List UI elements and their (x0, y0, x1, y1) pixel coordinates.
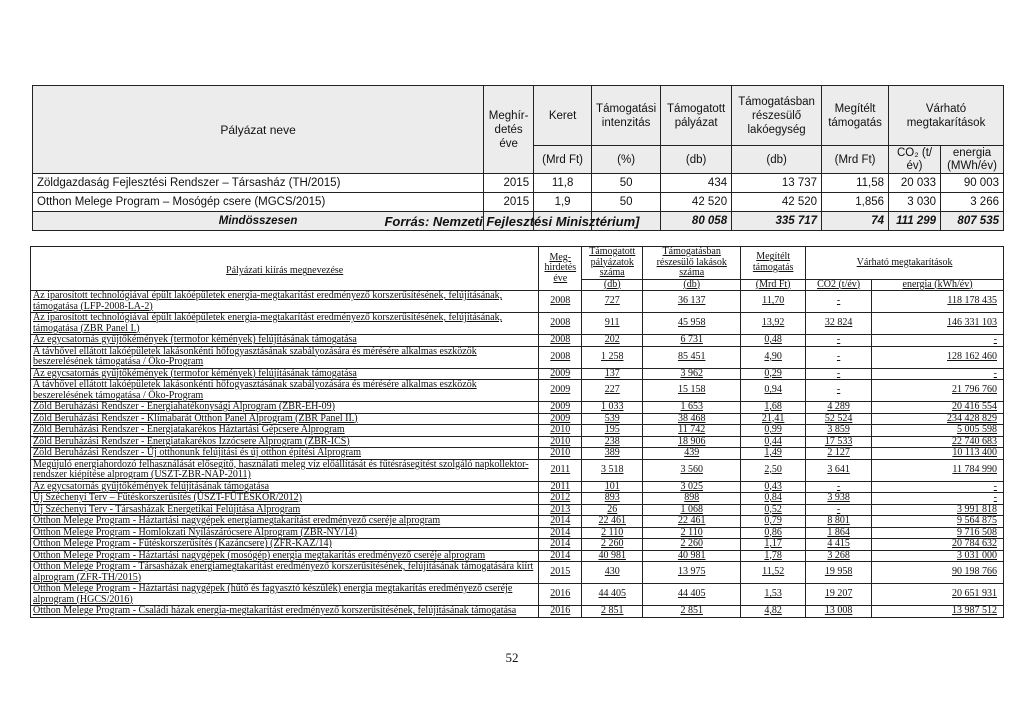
row-subsidy: 1,49 (741, 448, 806, 460)
row-supported: 195 (582, 425, 643, 437)
table-row (31, 550, 1004, 562)
summary-table (32, 85, 1004, 231)
row-name: Otthon Melege Program - Homlokzati Nyílászárócsere Alprogram (ZBR-NY/14) (31, 527, 539, 539)
unit-homes: (db) (643, 279, 741, 291)
row-homes: 3 962 (643, 368, 741, 380)
row-supported: 42 520 (661, 193, 732, 212)
table-row (31, 539, 1004, 551)
row-subsidy: 1,17 (741, 539, 806, 551)
row-subsidy: 11,70 (741, 291, 806, 313)
header-co2: CO2 (t/év) (806, 279, 872, 291)
row-year: 2011 (539, 481, 582, 493)
row-energy: 20 416 554 (872, 402, 1004, 414)
header-subsidy: Megítélt támogatás (741, 247, 806, 280)
row-year: 2008 (539, 313, 582, 335)
row-co2: 3 641 (806, 459, 872, 481)
row-subsidy: 4,90 (741, 346, 806, 368)
row-co2: - (806, 291, 872, 313)
row-energy: 3 266 (941, 193, 1004, 212)
header-homes: Támogatásban részesülő lakóegység (732, 86, 822, 146)
row-name: Zöld Beruházási Rendszer - Energiahatékonysági Alprogram (ZBR-EH-09) (31, 402, 539, 414)
unit-supported: (db) (582, 279, 643, 291)
row-subsidy: 0,86 (741, 527, 806, 539)
row-year: 2015 (484, 193, 534, 212)
row-co2: - (806, 368, 872, 380)
row-homes: 85 451 (643, 346, 741, 368)
row-subsidy: 0,29 (741, 368, 806, 380)
row-year: 2008 (539, 346, 582, 368)
table-row (31, 459, 1004, 481)
row-energy: 9 716 508 (872, 527, 1004, 539)
row-co2: 20 033 (889, 174, 941, 193)
row-co2: 8 801 (806, 516, 872, 528)
row-co2: 3 268 (806, 550, 872, 562)
row-subsidy: 4,82 (741, 606, 806, 618)
row-intensity: 50 (592, 174, 661, 193)
row-subsidy: 0,52 (741, 504, 806, 516)
header-year: Meghír-detés éve (484, 86, 534, 174)
row-homes: 439 (643, 448, 741, 460)
table-row (33, 174, 1004, 193)
table-row (31, 481, 1004, 493)
header-subsidy: Megítélt támogatás (822, 86, 889, 146)
row-energy: - (872, 335, 1004, 347)
row-co2: 19 958 (806, 562, 872, 584)
row-subsidy: 2,50 (741, 459, 806, 481)
row-energy: 5 005 598 (872, 425, 1004, 437)
table-row (31, 504, 1004, 516)
row-supported: 238 (582, 436, 643, 448)
row-supported: 202 (582, 335, 643, 347)
row-year: 2014 (539, 516, 582, 528)
table-row (31, 516, 1004, 528)
header-budget: Keret (534, 86, 592, 146)
row-co2: 4 415 (806, 539, 872, 551)
row-supported: 44 405 (582, 584, 643, 606)
row-energy: 90 198 766 (872, 562, 1004, 584)
row-year: 2009 (539, 413, 582, 425)
row-co2: 1 864 (806, 527, 872, 539)
row-homes: 15 158 (643, 380, 741, 402)
row-year: 2013 (539, 504, 582, 516)
row-year: 2009 (539, 368, 582, 380)
row-supported: 434 (661, 174, 732, 193)
row-homes: 898 (643, 493, 741, 505)
table-row (31, 291, 1004, 313)
row-name: Az iparosított technológiával épült lakóépületek energia-megtakarítást eredményező korszerűsítésének, felújításának, támogatása (ZBR Panel I.) (31, 313, 539, 335)
row-supported: 40 981 (582, 550, 643, 562)
row-supported: 2 110 (582, 527, 643, 539)
table-row (31, 606, 1004, 618)
row-homes: 18 906 (643, 436, 741, 448)
header-year: Meg-hirdetés éve (539, 247, 582, 291)
row-energy: 3 031 000 (872, 550, 1004, 562)
table-row (31, 562, 1004, 584)
row-co2: - (806, 380, 872, 402)
row-homes: 13 737 (732, 174, 822, 193)
table-row (31, 346, 1004, 368)
row-supported: 539 (582, 413, 643, 425)
row-name: Otthon Melege Program - Háztartási nagygépek (hűtő és fagyasztó készülék) energia megtakarítás eredményező cseréje alprogram (HGCS/2016) (31, 584, 539, 606)
row-homes: 11 742 (643, 425, 741, 437)
row-budget: 1,9 (534, 193, 592, 212)
unit-supported: (db) (661, 146, 732, 174)
row-energy: 146 331 103 (872, 313, 1004, 335)
row-supported: 727 (582, 291, 643, 313)
row-year: 2016 (539, 606, 582, 618)
row-year: 2016 (539, 584, 582, 606)
row-supported: 389 (582, 448, 643, 460)
row-supported: 1 033 (582, 402, 643, 414)
row-energy: 9 564 875 (872, 516, 1004, 528)
row-subsidy: 11,52 (741, 562, 806, 584)
row-name: Új Széchenyi Terv - Társasházak Energetikai Felújítása Alprogram (31, 504, 539, 516)
row-year: 2014 (539, 539, 582, 551)
row-name: Az egycsatornás gyűjtőkémények (termofor kémények) felújításának támogatása (31, 335, 539, 347)
row-co2: - (806, 346, 872, 368)
row-energy: 20 651 931 (872, 584, 1004, 606)
row-name: Otthon Melege Program - Háztartási nagygépek energiamegtakarítást eredményező cseréje alprogram (31, 516, 539, 528)
unit-subsidy: (Mrd Ft) (741, 279, 806, 291)
row-name: A távhővel ellátott lakóépületek lakásonkénti hőfogyasztásának szabályozására és mérésére alkalmas eszközök beszerelésének támogatása / Öko-Program (31, 380, 539, 402)
row-subsidy: 1,856 (822, 193, 889, 212)
row-subsidy: 0,44 (741, 436, 806, 448)
row-co2: 2 127 (806, 448, 872, 460)
header-savings: Várható megtakarítások (806, 247, 1004, 280)
program-table-header (31, 247, 1004, 291)
row-year: 2010 (539, 448, 582, 460)
table-row (31, 313, 1004, 335)
header-energy: energia (kWh/év) (872, 279, 1004, 291)
row-energy: 11 784 990 (872, 459, 1004, 481)
header-savings: Várható megtakarítások (889, 86, 1004, 146)
row-intensity: 50 (592, 193, 661, 212)
total-label: Mindösszesen (33, 212, 484, 231)
total-co2: 111 299 (889, 212, 941, 231)
header-energy: energia (MWh/év) (941, 146, 1004, 174)
unit-budget: (Mrd Ft) (534, 146, 592, 174)
row-budget: 11,8 (534, 174, 592, 193)
row-name: Otthon Melege Program – Mosógép csere (MGCS/2015) (33, 193, 484, 212)
row-homes: 38 468 (643, 413, 741, 425)
header-homes: Támogatásban részesülő lakások száma (643, 247, 741, 280)
row-co2: 52 524 (806, 413, 872, 425)
row-energy: 10 113 400 (872, 448, 1004, 460)
row-supported: 2 260 (582, 539, 643, 551)
row-co2: - (806, 335, 872, 347)
row-homes: 3 025 (643, 481, 741, 493)
header-supported: Támogatott pályázat (661, 86, 732, 146)
row-homes: 2 851 (643, 606, 741, 618)
row-energy: 90 003 (941, 174, 1004, 193)
row-subsidy: 1,68 (741, 402, 806, 414)
table-row (31, 493, 1004, 505)
row-subsidy: 11,58 (822, 174, 889, 193)
row-energy: - (872, 493, 1004, 505)
row-co2: 32 824 (806, 313, 872, 335)
row-name: Otthon Melege Program - Társasházak energiamegtakarítást eredményező korszerűsítésének, felújításának támogatására kiírt alprogram (ZFR-TH/2015) (31, 562, 539, 584)
table-row (33, 193, 1004, 212)
total-subsidy: 74 (822, 212, 889, 231)
row-homes: 45 958 (643, 313, 741, 335)
row-subsidy: 21,41 (741, 413, 806, 425)
row-name: Új Széchenyi Terv – Fűtéskorszerűsítés (ÚSZT-FŰTÉSKOR/2012) (31, 493, 539, 505)
row-energy: - (872, 368, 1004, 380)
table-row (31, 448, 1004, 460)
row-co2: 3 030 (889, 193, 941, 212)
header-supported: Támogatott pályázatok száma (582, 247, 643, 280)
row-year: 2010 (539, 425, 582, 437)
row-homes: 6 731 (643, 335, 741, 347)
row-homes: 40 981 (643, 550, 741, 562)
row-year: 2008 (539, 335, 582, 347)
row-homes: 3 560 (643, 459, 741, 481)
program-table-body (31, 291, 1004, 618)
row-subsidy: 0,99 (741, 425, 806, 437)
row-year: 2014 (539, 527, 582, 539)
header-intensity: Támogatási intenzitás (592, 86, 661, 146)
row-year: 2012 (539, 493, 582, 505)
row-homes: 36 137 (643, 291, 741, 313)
row-energy: - (872, 481, 1004, 493)
table-row (31, 368, 1004, 380)
total-supported: 80 058 (661, 212, 732, 231)
row-homes: 13 975 (643, 562, 741, 584)
row-homes: 22 461 (643, 516, 741, 528)
row-name: Zöld Beruházási Rendszer - Új otthonunk felújítási és új otthon építési Alprogram (31, 448, 539, 460)
summary-table-header (33, 86, 1004, 174)
row-supported: 137 (582, 368, 643, 380)
row-name: Az egycsatornás gyűjtőkémények (termofor kémények) felújításának támogatása (31, 368, 539, 380)
source-note: Forrás: Nemzeti Fejlesztési Minisztérium] (384, 214, 640, 229)
row-subsidy: 0,94 (741, 380, 806, 402)
row-subsidy: 0,48 (741, 335, 806, 347)
row-homes: 1 653 (643, 402, 741, 414)
row-co2: - (806, 481, 872, 493)
row-supported: 430 (582, 562, 643, 584)
row-co2: 13 008 (806, 606, 872, 618)
row-subsidy: 13,92 (741, 313, 806, 335)
row-year: 2010 (539, 436, 582, 448)
table-row (31, 402, 1004, 414)
unit-intensity: (%) (592, 146, 661, 174)
row-name: Otthon Melege Program - Fűtéskorszerűsítés (Kazáncsere) (ZFR-KAZ/14) (31, 539, 539, 551)
header-name: Pályázati kiírás megnevezése (31, 247, 539, 291)
row-supported: 22 461 (582, 516, 643, 528)
page-number: 52 (505, 650, 519, 665)
row-name: A távhővel ellátott lakóépületek lakásonkénti hőfogyasztásának szabályozására és mérésére alkalmas eszközök beszerelésének támogatása / Öko-Program (31, 346, 539, 368)
row-year: 2009 (539, 402, 582, 414)
row-subsidy: 1,78 (741, 550, 806, 562)
row-co2: 4 289 (806, 402, 872, 414)
total-energy: 807 535 (941, 212, 1004, 231)
row-co2: 19 207 (806, 584, 872, 606)
table-row (31, 425, 1004, 437)
table-row (31, 436, 1004, 448)
row-name: Otthon Melege Program - Családi házak energia-megtakarítást eredményező korszerűsítésének, felújításának támogatása (31, 606, 539, 618)
row-subsidy: 0,79 (741, 516, 806, 528)
row-co2: 3 938 (806, 493, 872, 505)
row-name: Zöld Beruházási Rendszer - Klímabarát Otthon Panel Alprogram (ZBR Panel II.) (31, 413, 539, 425)
row-homes: 42 520 (732, 193, 822, 212)
row-year: 2009 (539, 380, 582, 402)
row-year: 2015 (539, 562, 582, 584)
row-year: 2014 (539, 550, 582, 562)
row-name: Az iparosított technológiával épült lakóépületek energia-megtakarítást eredményező korszerűsítésének, felújításának, támogatása (LFP-2008-LA-2) (31, 291, 539, 313)
row-supported: 227 (582, 380, 643, 402)
header-co2: CO₂ (t/év) (889, 146, 941, 174)
table-row (31, 335, 1004, 347)
table-row (31, 380, 1004, 402)
row-co2: 17 533 (806, 436, 872, 448)
row-subsidy: 0,84 (741, 493, 806, 505)
row-supported: 26 (582, 504, 643, 516)
program-table (30, 246, 1004, 618)
row-name: Megújuló energiahordozó felhasználását elősegítő, használati meleg víz előállítását és fűtésrásegítést szolgáló napkollektor-rendszer kiépítése alprogram (ÚSZT-ZBR-NAP-2011) (31, 459, 539, 481)
row-year: 2011 (539, 459, 582, 481)
row-energy: 22 740 683 (872, 436, 1004, 448)
row-name: Zöldgazdaság Fejlesztési Rendszer – Társasház (TH/2015) (33, 174, 484, 193)
row-supported: 911 (582, 313, 643, 335)
unit-subsidy: (Mrd Ft) (822, 146, 889, 174)
row-energy: 13 987 512 (872, 606, 1004, 618)
row-name: Az egycsatornás gyűjtőkémények felújításának támogatása (31, 481, 539, 493)
row-energy: 128 162 460 (872, 346, 1004, 368)
row-supported: 101 (582, 481, 643, 493)
row-energy: 21 796 760 (872, 380, 1004, 402)
row-supported: 3 518 (582, 459, 643, 481)
row-supported: 893 (582, 493, 643, 505)
table-row (31, 584, 1004, 606)
table-row (31, 413, 1004, 425)
row-homes: 2 110 (643, 527, 741, 539)
row-name: Zöld Beruházási Rendszer - Energiatakarékos Izzócsere Alprogram (ZBR-ICS) (31, 436, 539, 448)
total-homes: 335 717 (732, 212, 822, 231)
row-subsidy: 0,43 (741, 481, 806, 493)
unit-homes: (db) (732, 146, 822, 174)
row-name: Zöld Beruházási Rendszer - Energiatakarékos Háztartási Gépcsere Alprogram (31, 425, 539, 437)
row-year: 2008 (539, 291, 582, 313)
row-co2: 3 859 (806, 425, 872, 437)
row-homes: 44 405 (643, 584, 741, 606)
header-name: Pályázat neve (33, 86, 484, 174)
row-co2: - (806, 504, 872, 516)
row-homes: 2 260 (643, 539, 741, 551)
table-row (31, 527, 1004, 539)
row-name: Otthon Melege Program - Háztartási nagygépek (mosógép) energia megtakarítás eredményező cseréje alprogram (31, 550, 539, 562)
row-energy: 234 428 829 (872, 413, 1004, 425)
row-supported: 1 258 (582, 346, 643, 368)
row-energy: 3 991 818 (872, 504, 1004, 516)
row-energy: 118 178 435 (872, 291, 1004, 313)
row-year: 2015 (484, 174, 534, 193)
row-homes: 1 068 (643, 504, 741, 516)
row-supported: 2 851 (582, 606, 643, 618)
row-energy: 20 784 632 (872, 539, 1004, 551)
row-subsidy: 1,53 (741, 584, 806, 606)
